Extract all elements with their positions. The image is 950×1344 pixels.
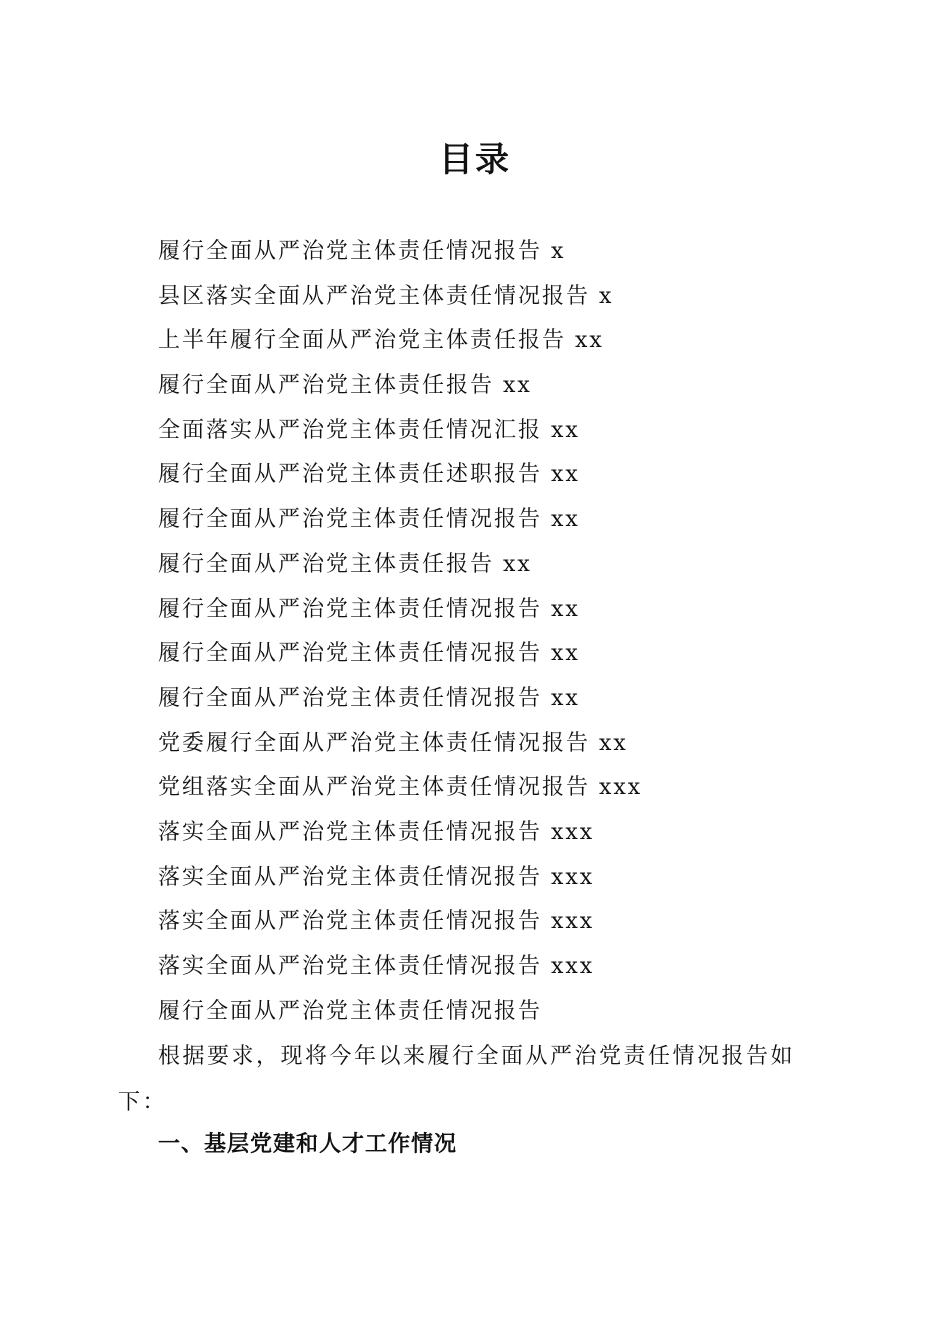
toc-entry: 履行全面从严治党主体责任情况报告 xyxy=(158,998,543,1024)
toc-entry: 履行全面从严治党主体责任情况报告 x xyxy=(158,239,566,264)
section-heading: 一、基层党建和人才工作情况 xyxy=(158,1132,458,1157)
toc-entry: 履行全面从严治党主体责任情况报告 xx xyxy=(158,596,580,622)
toc-entry: 履行全面从严治党主体责任情况报告 xx xyxy=(158,507,580,533)
toc-entry: 履行全面从严治党主体责任报告 xx xyxy=(158,373,532,399)
intro-paragraph: 根据要求，现将今年以来履行全面从严治党责任情况报告如下： xyxy=(118,1044,796,1115)
toc-entry: 县区落实全面从严治党主体责任情况报告 x xyxy=(158,283,614,309)
toc-entry: 党组落实全面从严治党主体责任情况报告 xxx xyxy=(158,775,643,801)
toc-entry: 履行全面从严治党主体责任情况报告 xx xyxy=(158,685,580,711)
toc-entry: 落实全面从严治党主体责任情况报告 xxx xyxy=(158,954,595,979)
toc-entry: 履行全面从严治党主体责任报告 xx xyxy=(158,551,532,577)
toc-entry: 履行全面从严治党主体责任述职报告 xx xyxy=(158,462,580,488)
toc-entry: 落实全面从严治党主体责任情况报告 xxx xyxy=(158,864,595,890)
toc-entry: 全面落实从严治党主体责任情况汇报 xx xyxy=(158,417,580,443)
toc-entry: 履行全面从严治党主体责任情况报告 xx xyxy=(158,641,580,667)
toc-entry: 党委履行全面从严治党主体责任情况报告 xx xyxy=(158,730,628,756)
table-of-contents xyxy=(158,230,642,1034)
toc-entry: 落实全面从严治党主体责任情况报告 xxx xyxy=(158,909,595,935)
toc-entry: 上半年履行全面从严治党主体责任报告 xx xyxy=(158,328,604,354)
document-title: 目录 xyxy=(439,140,511,180)
toc-entry: 落实全面从严治党主体责任情况报告 xxx xyxy=(158,819,595,845)
